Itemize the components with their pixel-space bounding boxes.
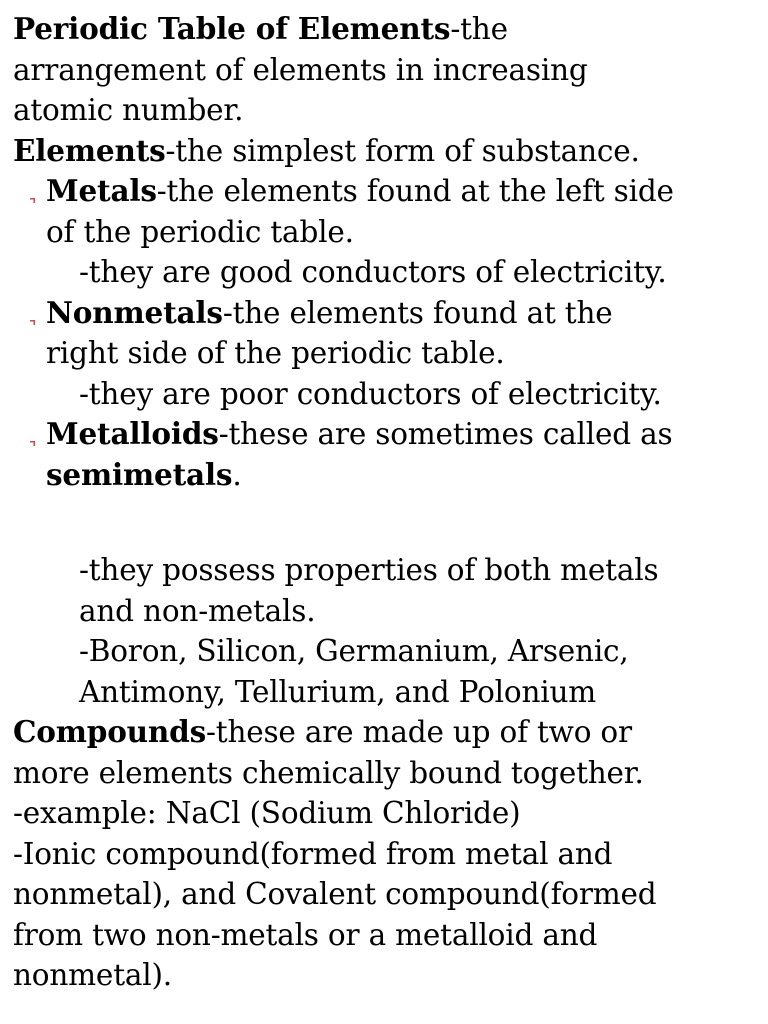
nonmetals-note: -they are poor conductors of electricity.: [79, 376, 662, 411]
elements-term: Elements: [13, 132, 166, 168]
nonmetals-definition: -the elements found at the: [222, 295, 613, 330]
periodic-table-line-3: atomic number.: [13, 93, 244, 127]
periodic-table-term: Periodic Table of Elements: [13, 11, 451, 46]
small-arrow-bullet-icon: [30, 198, 35, 203]
compounds-types-line-2: nonmetal), and Covalent compound(formed: [13, 877, 657, 911]
metalloids-note-line-2: and non-metals.: [79, 593, 316, 628]
compounds-types-line-3: from two non-metals or a metalloid and: [13, 917, 598, 952]
periodic-table-line-1: [13, 9, 763, 50]
compounds-types-line-4: nonmetal).: [13, 958, 172, 992]
compounds-types-line-1: -Ionic compound(formed from metal and: [13, 836, 613, 871]
small-arrow-bullet-icon: [30, 441, 35, 446]
metals-term: Metals: [46, 173, 157, 208]
nonmetals-definition-line-2: right side of the periodic table.: [46, 336, 505, 370]
metalloids-definition: -these are sometimes called as: [218, 417, 673, 451]
elements-line: [13, 131, 763, 172]
periodic-table-line-2: arrangement of elements in increasing: [13, 52, 588, 87]
metalloids-definition-line-2: [13, 455, 763, 496]
metalloids-note-line-1: -they possess properties of both metals: [79, 553, 659, 587]
metalloids-examples-line-2: Antimony, Tellurium, and Polonium: [79, 674, 597, 709]
metalloids-examples-line-1: -Boron, Silicon, Germanium, Arsenic,: [79, 634, 629, 668]
semimetals-period: .: [232, 457, 242, 492]
metalloids-term: Metalloids: [46, 416, 219, 451]
periodic-table-definition: -the: [450, 12, 508, 46]
nonmetals-term: Nonmetals: [46, 294, 223, 330]
metals-definition-line-2: of the periodic table.: [46, 214, 354, 249]
semimetals-term: semimetals: [46, 456, 233, 492]
compounds-term: Compounds: [13, 714, 207, 749]
blank-spacer: [13, 495, 763, 550]
metals-bullet-line: [13, 171, 763, 212]
small-arrow-bullet-icon: [30, 320, 35, 325]
nonmetals-bullet-line: [13, 293, 763, 334]
compounds-example: -example: NaCl (Sodium Chloride): [13, 796, 521, 830]
metals-definition: -the elements found at the left side: [156, 174, 674, 208]
metals-note: -they are good conductors of electricity.: [79, 255, 667, 289]
compounds-line-2: more elements chemically bound together.: [13, 755, 644, 790]
compounds-definition: -these are made up of two or: [206, 715, 632, 749]
elements-definition: -the simplest form of substance.: [165, 133, 640, 168]
document-body: [13, 9, 763, 996]
metalloids-bullet-line: [13, 414, 763, 455]
compounds-line-1: [13, 712, 763, 753]
